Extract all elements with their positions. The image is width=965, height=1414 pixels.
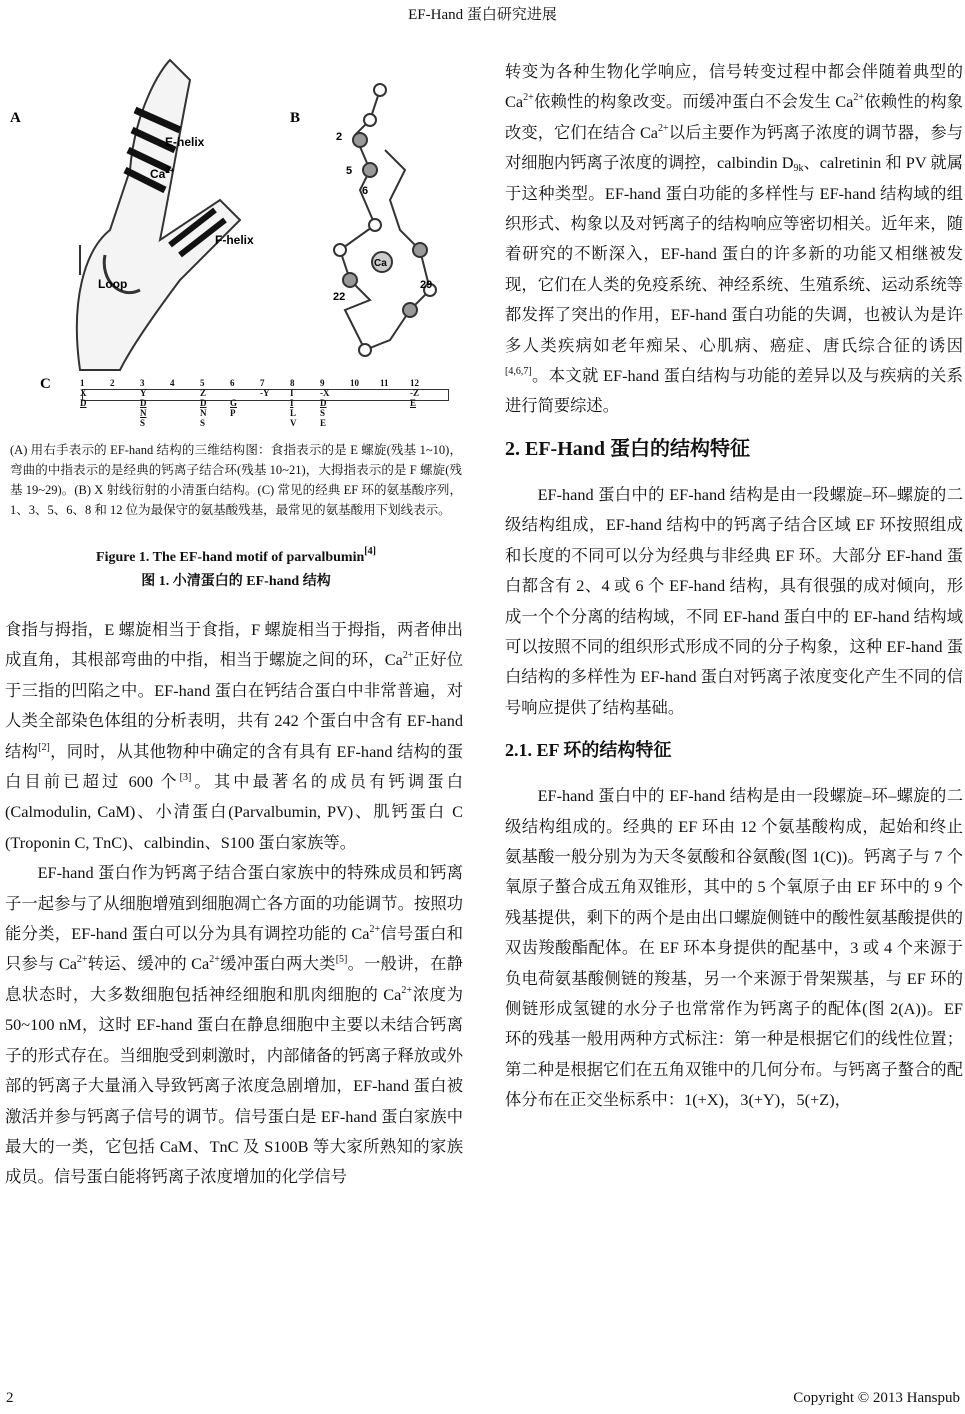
copyright: Copyright © 2013 Hanspub — [793, 1390, 960, 1406]
superscript: 2+ — [369, 924, 381, 936]
table-row — [80, 378, 440, 388]
table-cell — [110, 408, 140, 418]
table-cell — [80, 418, 110, 428]
table-cell: 12 — [410, 378, 419, 388]
parvalbumin-xray-structure — [334, 84, 436, 356]
table-cell: G — [230, 398, 238, 408]
ef-loop-sequence-table — [80, 378, 440, 428]
text-run: 依赖性的构象改变，它们在结合 Ca — [505, 92, 963, 142]
subsection-heading: 2.1. EF 环的结构特征 — [505, 740, 672, 761]
table-row — [80, 408, 440, 418]
table-cell: D — [200, 398, 207, 408]
text-run: 食指与拇指，E 螺旋相当于食指，F 螺旋相当于拇指，两者伸出成直角，其根部弯曲的中指，相当于螺旋之间的环，Ca — [5, 620, 463, 670]
superscript: 2+ — [853, 92, 864, 104]
paragraph — [5, 615, 463, 858]
table-row — [80, 398, 440, 408]
text-run: 。一般讲，在静息状态时，大多数细胞包括神经细胞和肌肉细胞的 Ca — [5, 954, 463, 1004]
table-cell: 7 — [260, 378, 265, 388]
table-cell — [380, 388, 410, 398]
table-row — [80, 418, 440, 428]
superscript: 2+ — [658, 122, 669, 134]
paragraph — [5, 858, 463, 1192]
panel-label-b: B — [290, 110, 301, 126]
table-row — [80, 388, 440, 398]
table-cell — [260, 398, 290, 408]
table-cell: 9 — [320, 378, 325, 388]
citation: [4] — [364, 546, 376, 557]
superscript: 2+ — [523, 92, 534, 104]
text-run: 浓度为 50~100 nM，这时 EF-hand 蛋白在静息细胞中主要以未结合钙离子的形式存在。当细胞受到刺激时，内部储备的钙离子释放或外部的钙离子大量涌入导致钙离子浓度急剧增加，EF-hand 蛋白被激活并参与钙离子信号的调节。信号蛋白是 EF-hand 蛋白家族中最大的一类，它包括 CaM、TnC 及 S100B 等大家所熟知的家族成员。信号蛋白能将钙离子浓度增加的化学信号 — [5, 984, 463, 1187]
panel-label-a: A — [10, 110, 21, 126]
table-cell — [410, 408, 440, 418]
superscript: 2+ — [76, 954, 88, 966]
text-run: EF-hand 蛋白中的 EF-hand 结构是由一段螺旋–环–螺旋的二级结构组成的。经典的 EF 环由 12 个氨基酸构成，起始和终止氨基酸一般分别为为天冬氨酸和谷氨酸(图 1(C))。钙离子与 7 个氧原子螯合成五角双锥形，其中的 5 个氧原子由 EF 环中的 9 个残基提供，剩下的两个是由出口螺旋侧链中的酸性氨基酸提供的双齿羧酸酯配体。在 EF 环本身提供的配基中，3 或 4 个来源于负电荷氨基酸侧链的羧基，另一个来源于骨架羰基，与 EF 环的侧链形成氢键的水分子也常常作为钙离子的配体(图 2(A))。EF 环的残基一般用两种方式标注：第一种是根据它们的线性位置；第二种是根据它们在五角双锥中的几何分布。与钙离子螯合的配体分布在正交坐标系中：1(+X)，3(+Y)，5(+Z)， — [505, 786, 963, 1110]
residue-number: 5 — [346, 165, 353, 177]
table-cell: 6 — [230, 378, 235, 388]
table-cell: -Y — [260, 388, 270, 398]
superscript: 2+ — [402, 650, 414, 662]
table-cell: N — [200, 408, 207, 418]
panel-label-c: C — [40, 376, 51, 392]
hand-drawing — [77, 60, 240, 370]
table-cell: S — [200, 418, 206, 428]
text-run: 、calretinin 和 PV 就属于这种类型。EF-hand 蛋白功能的多样性与 EF-hand 结构域的组织形式、构象以及对钙离子的结构响应等密切相关。近年来，随着研究的不断深入，EF-hand 蛋白的许多新的功能又相继被发现，它们在人类的免疫系统、神经系统、生殖系统、运动系统等都发挥了突出的作用，EF-hand 蛋白功能的失调，也被认为是许多人类疾病如老年痴呆、心肌病、癌症、唐氏综合征的诱因 — [505, 153, 963, 355]
text-run: 转运、缓冲的 Ca — [87, 954, 210, 974]
table-cell — [410, 418, 440, 428]
table-cell: 1 — [80, 378, 85, 388]
table-cell: S — [140, 418, 146, 428]
text-run: 。本文就 EF-hand 蛋白结构与功能的差异以及与疾病的关系进行简要综述。 — [505, 366, 963, 416]
left-column — [5, 615, 463, 1193]
text-run: 转变为各种生物化学响应，信号转变过程中都会伴随着典型的 Ca — [505, 62, 963, 112]
residue-number: 29 — [420, 279, 433, 291]
table-cell: -Z — [410, 388, 419, 398]
residue-number: 6 — [362, 185, 369, 197]
superscript: [2] — [38, 741, 50, 753]
text-run: 。其中最著名的成员有钙调蛋白(Calmodulin, CaM)、小清蛋白(Parvalbumin, PV)、肌钙蛋白 C (Troponin C, TnC)、calbindin、S100 蛋白家族等。 — [5, 772, 463, 852]
table-cell: N — [140, 408, 147, 418]
table-cell: Z — [200, 388, 207, 398]
table-cell — [230, 388, 260, 398]
paragraph — [505, 781, 963, 1115]
table-cell: I — [290, 388, 294, 398]
paragraph — [505, 57, 963, 422]
text-run: ，同时，从其他物种中确定的含有具有 EF-hand 结构的蛋白目前已超过 600 个 — [5, 741, 463, 792]
page-number: 2 — [6, 1390, 14, 1406]
text-run: 依赖性的构象改变。而缓冲蛋白不会发生 Ca — [533, 92, 854, 112]
table-cell — [230, 418, 260, 428]
text-run: EF-hand 蛋白作为钙离子结合蛋白家族中的特殊成员和钙离子一起参与了从细胞增殖到细胞凋亡各方面的功能调节。按照功能分类，EF-hand 蛋白可以分为具有调控功能的 Ca — [5, 863, 463, 944]
table-cell: D — [80, 398, 87, 408]
table-cell — [380, 398, 410, 408]
table-cell — [80, 408, 110, 418]
paragraph — [505, 480, 963, 723]
table-cell — [350, 408, 380, 418]
table-cell — [110, 388, 140, 398]
f-helix-label: F-helix — [215, 233, 254, 247]
table-cell — [260, 408, 290, 418]
table-cell: 4 — [170, 378, 175, 388]
figure-title-en: Figure 1. The EF-hand motif of parvalbumin[4] — [96, 546, 376, 565]
table-cell: D — [140, 398, 147, 408]
table-cell — [350, 398, 380, 408]
table-cell — [350, 418, 380, 428]
table-cell: 3 — [140, 378, 145, 388]
table-cell — [380, 418, 410, 428]
text-run: 以后主要作为钙离子浓度的调节器，参与对细胞内钙离子浓度的调控，calbindin D — [505, 122, 963, 173]
table-cell: E — [320, 418, 327, 428]
text-run: 正好位于三指的凹陷之中。EF-hand 蛋白在钙结合蛋白中非常普遍，对人类全部染色体组的分析表明，共有 242 个蛋白中含有 EF-hand 结构 — [5, 650, 463, 761]
table-cell — [110, 398, 140, 408]
table-cell: E — [410, 398, 417, 408]
table-cell — [170, 408, 200, 418]
table-cell: Y — [140, 388, 147, 398]
table-cell — [170, 418, 200, 428]
text-run: 信号蛋白和只参与 Ca — [5, 924, 463, 974]
table-cell: 8 — [290, 378, 295, 388]
table-cell: 11 — [380, 378, 389, 388]
residue-number: 2 — [336, 131, 343, 143]
section-heading: 2. EF-Hand 蛋白的结构特征 — [505, 437, 751, 460]
table-cell — [170, 388, 200, 398]
table-cell — [110, 418, 140, 428]
table-cell: 10 — [350, 378, 359, 388]
superscript: 2+ — [209, 954, 220, 966]
table-cell — [260, 418, 290, 428]
table-cell: L — [290, 408, 297, 418]
text-run: EF-hand 蛋白中的 EF-hand 结构是由一段螺旋–环–螺旋的二级结构组成，EF-hand 结构中的钙离子结合区域 EF 环按照组成和长度的不同可以分为经典与非经典 EF 环。大部分 EF-hand 蛋白都含有 2、4 或 6 个 EF-hand 结构，具有很强的成对倾向，形成一个个分离的结构域，不同 EF-hand 蛋白中的 EF-hand 结构域可以按照不同的组织形式形成不同的分子构象，这种 EF-hand 蛋白结构的多样性为 EF-hand 蛋白对钙离子浓度变化产生不同的信号响应提供了结构基础。 — [505, 484, 963, 717]
superscript: 2+ — [401, 984, 413, 996]
subscript: 9k — [793, 163, 804, 175]
figure-title-zh: 图 1. 小清蛋白的 EF-hand 结构 — [141, 574, 331, 589]
residue-number: 22 — [333, 291, 346, 303]
table-cell: X — [80, 388, 87, 398]
table-cell: 2 — [110, 378, 115, 388]
running-header: EF-Hand 蛋白研究进展 — [408, 7, 557, 23]
ca-atom-label: Ca — [374, 258, 387, 269]
e-helix-label: E-helix — [165, 135, 205, 149]
table-cell: I — [290, 398, 294, 408]
superscript: [4,6,7] — [505, 366, 532, 378]
table-cell — [350, 388, 380, 398]
superscript: [3] — [179, 772, 192, 784]
right-column — [505, 57, 963, 1116]
table-cell: S — [320, 408, 326, 418]
table-cell: D — [320, 398, 327, 408]
table-cell: V — [290, 418, 297, 428]
ca-label: $Ca^{2+}$ — [150, 166, 175, 181]
figure-1-illustration — [10, 50, 465, 405]
figure-caption: (A) 用右手表示的 EF-hand 结构的三维结构图：食指表示的是 E 螺旋(残基 1~10)，弯曲的中指表示的是经典的钙离子结合环(残基 10~21)，大拇指表示的是 F 螺旋(残基 19~29)。(B) X 射线衍射的小清蛋白结构。(C) 常见的经典 EF 环的氨基酸序列，1、3、5、6、8 和 12 位为最保守的氨基酸残基，最常见的氨基酸用下划线表示。 — [10, 443, 462, 517]
loop-label: Loop — [98, 277, 128, 291]
table-cell — [170, 398, 200, 408]
superscript: [5] — [335, 954, 348, 966]
text-run: 缓冲蛋白两大类 — [219, 954, 336, 974]
table-cell: -X — [320, 388, 330, 398]
table-cell — [380, 408, 410, 418]
table-cell: P — [230, 408, 236, 418]
table-cell: 5 — [200, 378, 205, 388]
